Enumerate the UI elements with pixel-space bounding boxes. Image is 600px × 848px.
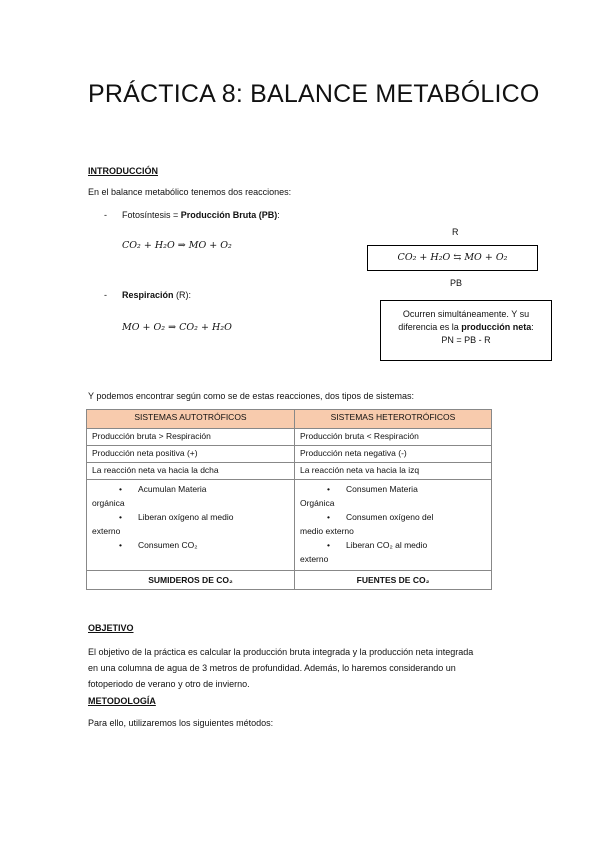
- bullet-icon: •: [327, 512, 330, 522]
- bullet-text: Consumen Materia: [345, 484, 418, 494]
- bullet-text: Consumen oxígeno del: [345, 512, 434, 522]
- bullet-icon: •: [119, 512, 122, 522]
- bullet-dash-2: -: [104, 290, 107, 300]
- note-line-3: PN = PB - R: [441, 335, 491, 345]
- objective-line-2: en una columna de agua de 3 metros de profundidad. Además, lo haremos considerando un: [88, 663, 456, 673]
- list-item: [92, 510, 289, 524]
- photosynthesis-item: [122, 210, 280, 220]
- autotrophic-bullets: [87, 480, 295, 571]
- bullet-text: Orgánica: [299, 498, 335, 508]
- table-header-row: [87, 410, 492, 429]
- bullet-icon: •: [327, 540, 330, 550]
- bullet-text: externo: [92, 526, 121, 536]
- table-cell: Producción neta positiva (+): [87, 446, 295, 463]
- list-item: [300, 510, 486, 524]
- list-item-cont: [300, 552, 486, 566]
- note-line-2: [381, 321, 551, 334]
- bullet-text: Acumulan Materia: [138, 484, 207, 494]
- methodology-heading: METODOLOGÍA: [88, 696, 156, 706]
- table-row: [87, 429, 492, 446]
- equation-photosynthesis: CO₂ + H₂O ⇒ MO + O₂: [122, 240, 232, 251]
- equilibrium-equation: [368, 252, 537, 263]
- systems-table: [86, 409, 492, 590]
- bullet-icon: •: [119, 540, 122, 550]
- photosynthesis-label: Fotosíntesis =: [122, 210, 181, 220]
- equation-respiration: MO + O₂ ⇒ CO₂ + H₂O: [122, 322, 232, 333]
- heterotrophic-header: SISTEMAS HETEROTRÓFICOS: [294, 410, 491, 429]
- table-cell: Producción bruta < Respiración: [294, 429, 491, 446]
- methodology-text: Para ello, utilizaremos los siguientes métodos:: [88, 718, 274, 728]
- table-row: [87, 446, 492, 463]
- list-item: [300, 538, 486, 552]
- bullet-text: Consumen CO₂: [138, 540, 198, 550]
- bullet-text: externo: [299, 554, 329, 564]
- intro-lead: En el balance metabólico tenemos dos reacciones:: [88, 187, 292, 197]
- equilibrium-box: [367, 245, 538, 271]
- heterotrophic-bullets: [294, 480, 491, 571]
- note-line-2-colon: :: [531, 322, 534, 332]
- table-cell: La reacción neta va hacia la dcha: [87, 463, 295, 480]
- table-row: [87, 463, 492, 480]
- net-production-note: [380, 300, 552, 361]
- net-production-term: producción neta: [461, 322, 532, 332]
- systems-lead: Y podemos encontrar según como se de estas reacciones, dos tipos de sistemas:: [88, 391, 415, 401]
- table-cell: Producción neta negativa (-): [294, 446, 491, 463]
- respiration-label: Respiración: [122, 290, 174, 300]
- page-title: PRÁCTICA 8: BALANCE METABÓLICO: [88, 80, 540, 108]
- bullet-text: Liberan oxígeno al medio: [138, 512, 234, 522]
- intro-heading: INTRODUCCIÓN: [88, 166, 158, 176]
- table-cell: Producción bruta > Respiración: [87, 429, 295, 446]
- equilibrium-left: CO₂ + H₂O: [397, 252, 454, 263]
- list-item-cont: [300, 496, 486, 510]
- autotrophic-header: SISTEMAS AUTOTRÓFICOS: [87, 410, 295, 429]
- respiration-suffix: (R):: [173, 290, 192, 300]
- photosynthesis-colon: :: [277, 210, 280, 220]
- bullet-text: orgánica: [92, 498, 125, 508]
- objective-text: [88, 644, 508, 692]
- list-item: [92, 538, 289, 552]
- table-row-bullets: [87, 480, 492, 571]
- respiration-item: [122, 290, 191, 300]
- label-r: R: [452, 227, 459, 237]
- objective-line-3: fotoperiodo de verano y otro de invierno.: [88, 679, 250, 689]
- bullet-icon: •: [119, 484, 122, 494]
- equilibrium-right: MO + O₂: [461, 252, 508, 263]
- note-line-2-text: diferencia es la: [398, 322, 462, 332]
- table-cell: La reacción neta va hacia la izq: [294, 463, 491, 480]
- list-item-cont: [300, 524, 486, 538]
- label-pb: PB: [450, 278, 463, 288]
- bullet-text: Liberan CO₂ al medio: [345, 540, 428, 550]
- gross-production-label: Producción Bruta (PB): [180, 210, 278, 220]
- note-line-1: Ocurren simultáneamente. Y su: [402, 309, 530, 319]
- bullet-icon: •: [327, 484, 330, 494]
- table-footer-row: [87, 571, 492, 590]
- objective-line-1: El objetivo de la práctica es calcular la producción bruta integrada y la producción neta integrada: [88, 647, 474, 657]
- objective-heading: OBJETIVO: [88, 623, 134, 633]
- sources-footer: FUENTES DE CO₂: [294, 571, 491, 590]
- bullet-text: medio externo: [299, 526, 354, 536]
- double-arrow-icon: ⇆: [453, 252, 462, 263]
- bullet-dash-1: -: [104, 210, 107, 220]
- sinks-footer: SUMIDEROS DE CO₂: [87, 571, 295, 590]
- list-item-cont: [92, 524, 289, 538]
- list-item: [300, 482, 486, 496]
- list-item: [92, 482, 289, 496]
- list-item-cont: [92, 496, 289, 510]
